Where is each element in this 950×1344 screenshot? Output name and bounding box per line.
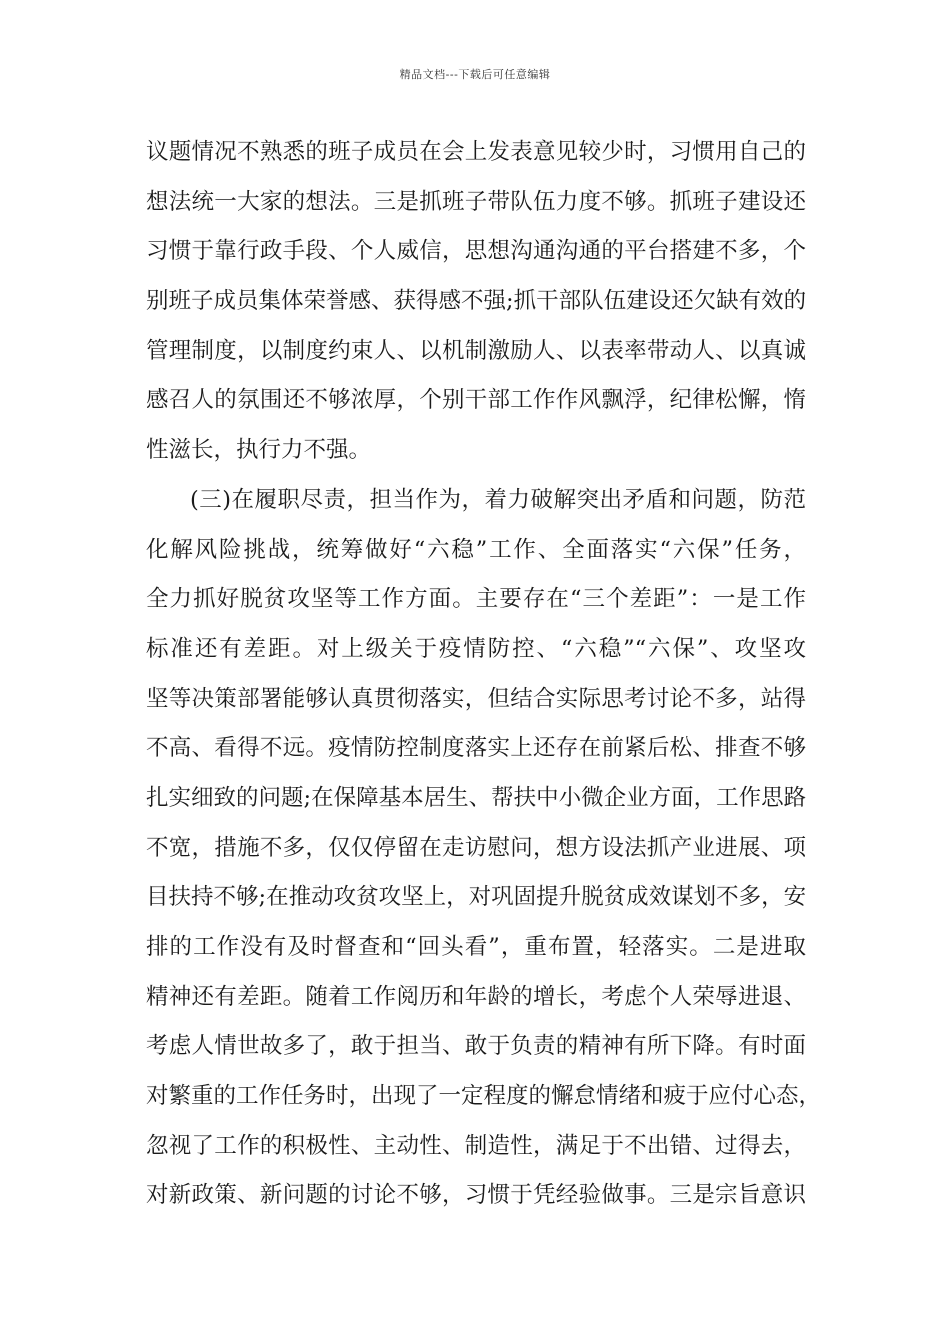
body-line: 议题情况不熟悉的班子成员在会上发表意见较少时，习惯用自己的	[146, 139, 806, 165]
page-header: 精品文档---下载后可任意编辑	[399, 68, 551, 81]
body-line: 扎实细致的问题;在保障基本居生、帮扶中小微企业方面，工作思路	[146, 784, 807, 811]
body-line: 感召人的氛围还不够浓厚，个别干部工作作风飘浮，纪律松懈，惰	[146, 387, 806, 414]
body-line: 对新政策、新问题的讨论不够，习惯于凭经验做事。三是宗旨意识	[146, 1182, 806, 1209]
body-line: 忽视了工作的积极性、主动性、制造性，满足于不出错、过得去，	[146, 1132, 806, 1159]
body-line: 习惯于靠行政手段、个人威信，思想沟通沟通的平台搭建不多，个	[146, 238, 806, 265]
body-line: 对繁重的工作任务时，出现了一定程度的懈怠情绪和疲于应付心态，	[146, 1083, 822, 1110]
body-line: 不高、看得不远。疫情防控制度落实上还存在前紧后松、排查不够	[146, 735, 806, 762]
body-line: 不宽，措施不多，仅仅停留在走访慰问，想方设法抓产业进展、项	[146, 834, 806, 861]
body-line: 精神还有差距。随着工作阅历和年龄的增长，考虑个人荣辱进退、	[146, 983, 806, 1010]
body-line: 别班子成员集体荣誉感、获得感不强;抓干部队伍建设还欠缺有效的	[146, 288, 807, 315]
body-line: 管理制度，以制度约束人、以机制激励人、以表率带动人、以真诚	[146, 337, 806, 364]
body-line: 考虑人情世故多了，敢于担当、敢于负责的精神有所下降。有时面	[146, 1033, 806, 1060]
document-body	[146, 128, 822, 1221]
body-line: 坚等决策部署能够认真贯彻落实，但结合实际思考讨论不多，站得	[146, 685, 806, 712]
body-line: 标准还有差距。对上级关于疫情防控、“六稳”“六保”、攻坚攻	[146, 635, 806, 662]
body-line: 排的工作没有及时督查和“回头看”，重布置，轻落实。二是进取	[146, 934, 806, 960]
body-line: 性滋长，执行力不强。	[146, 437, 372, 464]
body-line: 化解风险挑战，统筹做好“六稳”工作、全面落实“六保”任务，	[146, 536, 806, 563]
paragraph-start-line: (三)在履职尽责，担当作为，着力破解突出矛盾和问题，防范	[190, 486, 806, 513]
body-line: 想法统一大家的想法。三是抓班子带队伍力度不够。抓班子建设还	[146, 188, 806, 215]
body-line: 目扶持不够;在推动攻贫攻坚上，对巩固提升脱贫成效谋划不多，安	[146, 884, 807, 911]
body-line: 全力抓好脱贫攻坚等工作方面。主要存在“三个差距”：一是工作	[146, 586, 806, 613]
